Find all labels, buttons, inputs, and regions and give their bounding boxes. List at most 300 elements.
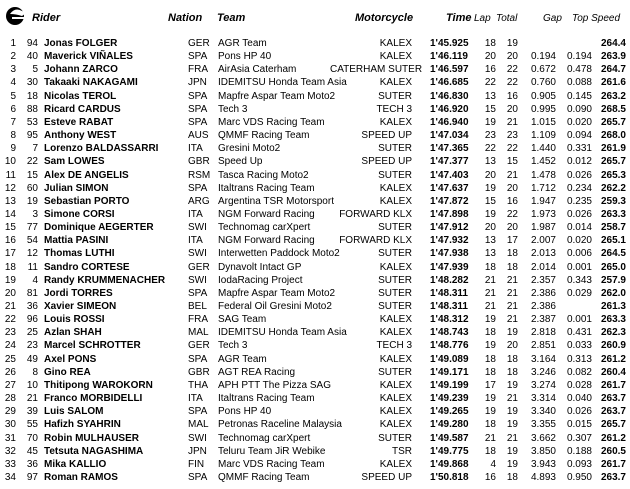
gap-to-previous: 0.093 bbox=[566, 458, 592, 470]
table-row bbox=[0, 327, 630, 340]
rider-name: Roman RAMOS bbox=[44, 471, 118, 483]
position: 10 bbox=[4, 156, 16, 168]
total-laps: 16 bbox=[506, 195, 518, 207]
lap-number: 19 bbox=[484, 182, 496, 194]
gap-to-first: 3.850 bbox=[530, 445, 556, 457]
lap-number: 13 bbox=[484, 156, 496, 168]
table-row bbox=[0, 288, 630, 301]
lap-number: 18 bbox=[484, 261, 496, 273]
lap-time: 1'49.265 bbox=[430, 406, 469, 418]
rider-name: Lorenzo BALDASSARRI bbox=[44, 143, 159, 155]
rider-number: 8 bbox=[32, 366, 38, 378]
top-speed: 258.7 bbox=[600, 222, 626, 234]
rider-number: 21 bbox=[26, 393, 38, 405]
gap-to-previous: 0.029 bbox=[566, 287, 592, 299]
position: 3 bbox=[10, 64, 16, 76]
motorcycle: SUTER bbox=[378, 90, 412, 102]
lap-time: 1'47.939 bbox=[430, 261, 469, 273]
rider-number: 5 bbox=[32, 64, 38, 76]
gap-to-previous: 0.040 bbox=[566, 393, 592, 405]
lap-time: 1'48.282 bbox=[430, 274, 469, 286]
total-laps: 20 bbox=[506, 103, 518, 115]
lap-time: 1'47.637 bbox=[430, 182, 469, 194]
team-name: Technomag carXpert bbox=[218, 432, 311, 444]
top-speed: 261.2 bbox=[600, 353, 626, 365]
total-laps: 18 bbox=[506, 366, 518, 378]
gap-to-previous: 0.331 bbox=[566, 143, 592, 155]
rider-name: Hafizh SYAHRIN bbox=[44, 419, 121, 431]
top-speed: 265.3 bbox=[600, 169, 626, 181]
lap-time: 1'47.932 bbox=[430, 235, 469, 247]
rider-number: 60 bbox=[26, 182, 38, 194]
lap-time: 1'49.089 bbox=[430, 353, 469, 365]
total-laps: 19 bbox=[506, 406, 518, 418]
rider-name: Simone CORSI bbox=[44, 208, 115, 220]
nation: JPN bbox=[188, 77, 207, 89]
lap-time: 1'46.685 bbox=[430, 77, 469, 89]
team-name: Italtrans Racing Team bbox=[218, 182, 315, 194]
lap-number: 19 bbox=[484, 314, 496, 326]
table-row bbox=[0, 301, 630, 314]
gap-to-first: 0.905 bbox=[530, 90, 556, 102]
table-row bbox=[0, 314, 630, 327]
header-rider: Rider bbox=[32, 12, 61, 24]
nation: SWI bbox=[188, 432, 207, 444]
table-row bbox=[0, 196, 630, 209]
lap-number: 16 bbox=[484, 64, 496, 76]
lap-time: 1'46.597 bbox=[430, 64, 469, 76]
total-laps: 18 bbox=[506, 471, 518, 483]
motorcycle: KALEX bbox=[379, 195, 412, 207]
rider-number: 10 bbox=[26, 379, 38, 391]
top-speed: 262.0 bbox=[600, 287, 626, 299]
lap-time: 1'50.818 bbox=[430, 471, 469, 483]
nation: SPA bbox=[188, 51, 208, 63]
motorcycle: KALEX bbox=[379, 116, 412, 128]
team-name: AirAsia Caterham bbox=[218, 64, 297, 76]
rider-name: Jordi TORRES bbox=[44, 287, 113, 299]
rider-number: 77 bbox=[26, 222, 38, 234]
team-name: NGM Forward Racing bbox=[218, 208, 315, 220]
gap-to-previous: 0.001 bbox=[566, 314, 592, 326]
team-name: Argentina TSR Motorsport bbox=[218, 195, 334, 207]
total-laps: 18 bbox=[506, 248, 518, 260]
top-speed: 262.2 bbox=[600, 182, 626, 194]
lap-time: 1'47.872 bbox=[430, 195, 469, 207]
table-header bbox=[0, 0, 630, 30]
nation: FIN bbox=[188, 458, 205, 470]
table-row bbox=[0, 64, 630, 77]
team-name: NGM Forward Racing bbox=[218, 235, 315, 247]
gap-to-first: 2.014 bbox=[530, 261, 556, 273]
team-name: Marc VDS Racing Team bbox=[218, 458, 325, 470]
rider-name: Mika KALLIO bbox=[44, 458, 107, 470]
lap-number: 18 bbox=[484, 419, 496, 431]
lap-time: 1'48.743 bbox=[430, 327, 469, 339]
table-row bbox=[0, 170, 630, 183]
total-laps: 22 bbox=[506, 64, 518, 76]
total-laps: 17 bbox=[506, 235, 518, 247]
lap-time: 1'49.587 bbox=[430, 432, 469, 444]
lap-time: 1'47.403 bbox=[430, 169, 469, 181]
motorcycle: TSR bbox=[392, 445, 412, 457]
rider-name: Ricard CARDUS bbox=[44, 103, 121, 115]
total-laps: 19 bbox=[506, 445, 518, 457]
team-name: QMMF Racing Team bbox=[218, 471, 310, 483]
total-laps: 20 bbox=[506, 182, 518, 194]
lap-time: 1'47.034 bbox=[430, 130, 469, 142]
table-row bbox=[0, 354, 630, 367]
position: 29 bbox=[4, 406, 16, 418]
gap-to-first: 1.987 bbox=[530, 222, 556, 234]
lap-time: 1'46.920 bbox=[430, 103, 469, 115]
nation: SPA bbox=[188, 90, 208, 102]
motorcycle: KALEX bbox=[379, 77, 412, 89]
team-name: AGT REA Racing bbox=[218, 366, 296, 378]
motorcycle: KALEX bbox=[379, 406, 412, 418]
top-speed: 265.0 bbox=[600, 261, 626, 273]
top-speed: 260.4 bbox=[600, 366, 626, 378]
team-name: Tasca Racing Moto2 bbox=[218, 169, 309, 181]
lap-number: 18 bbox=[484, 38, 496, 49]
gap-to-previous: 0.026 bbox=[566, 208, 592, 220]
position: 28 bbox=[4, 393, 16, 405]
motorcycle: TECH 3 bbox=[376, 340, 412, 352]
table-row bbox=[0, 248, 630, 261]
team-name: Tech 3 bbox=[218, 340, 248, 352]
position: 6 bbox=[10, 103, 16, 115]
rider-name: Axel PONS bbox=[44, 353, 97, 365]
gap-to-first: 3.662 bbox=[530, 432, 556, 444]
team-name: QMMF Racing Team bbox=[218, 130, 310, 142]
total-laps: 20 bbox=[506, 340, 518, 352]
rider-number: 25 bbox=[26, 327, 38, 339]
lap-number: 21 bbox=[484, 287, 496, 299]
motorcycle: KALEX bbox=[379, 51, 412, 63]
total-laps: 21 bbox=[506, 169, 518, 181]
header-total: Total bbox=[496, 13, 518, 24]
lap-time: 1'48.311 bbox=[430, 287, 468, 299]
position: 32 bbox=[4, 445, 16, 457]
rider-name: Azlan SHAH bbox=[44, 327, 102, 339]
motorcycle: FORWARD KLX bbox=[339, 235, 412, 247]
gap-to-first: 3.274 bbox=[530, 379, 556, 391]
gap-to-first: 1.947 bbox=[530, 195, 556, 207]
lap-number: 13 bbox=[484, 248, 496, 260]
gap-to-first: 1.973 bbox=[530, 208, 556, 220]
total-laps: 21 bbox=[506, 301, 518, 312]
top-speed: 265.7 bbox=[600, 156, 626, 168]
team-name: Petronas Raceline Malaysia bbox=[218, 419, 342, 431]
position: 9 bbox=[10, 143, 16, 155]
rider-name: Johann ZARCO bbox=[44, 64, 118, 76]
nation: MAL bbox=[188, 327, 209, 339]
top-speed: 261.6 bbox=[600, 77, 626, 89]
lap-number: 19 bbox=[484, 116, 496, 128]
top-speed: 257.9 bbox=[600, 274, 626, 286]
rider-number: 15 bbox=[26, 169, 38, 181]
nation: SPA bbox=[188, 406, 208, 418]
rider-number: 49 bbox=[26, 353, 38, 365]
motorcycle: KALEX bbox=[379, 38, 412, 49]
rider-number: 19 bbox=[26, 195, 38, 207]
gap-to-previous: 0.094 bbox=[566, 130, 592, 142]
rider-number: 3 bbox=[32, 208, 38, 220]
rider-number: 39 bbox=[26, 406, 38, 418]
nation: SWI bbox=[188, 222, 207, 234]
gap-to-previous: 0.950 bbox=[566, 471, 592, 483]
table-row bbox=[0, 446, 630, 459]
nation: GBR bbox=[188, 156, 210, 168]
gap-to-first: 1.109 bbox=[530, 130, 556, 142]
position: 7 bbox=[10, 116, 16, 128]
top-speed: 261.7 bbox=[600, 379, 626, 391]
gap-to-previous: 0.235 bbox=[566, 195, 592, 207]
team-name: Technomag carXpert bbox=[218, 222, 311, 234]
gap-to-previous: 0.028 bbox=[566, 379, 592, 391]
table-row bbox=[0, 433, 630, 446]
motorcycle: KALEX bbox=[379, 379, 412, 391]
gap-to-previous: 0.343 bbox=[566, 274, 592, 286]
table-row bbox=[0, 77, 630, 90]
gap-to-first: 2.013 bbox=[530, 248, 556, 260]
motorcycle: SUTER bbox=[378, 301, 412, 312]
gap-to-first: 2.007 bbox=[530, 235, 556, 247]
header-gap: Gap bbox=[543, 13, 562, 24]
lap-number: 18 bbox=[484, 327, 496, 339]
position: 4 bbox=[10, 77, 16, 89]
gap-to-previous: 0.082 bbox=[566, 366, 592, 378]
team-name: AGR Team bbox=[218, 38, 267, 49]
table-row bbox=[0, 222, 630, 235]
position: 26 bbox=[4, 366, 16, 378]
header-top-speed: Top Speed bbox=[572, 13, 621, 24]
gap-to-previous: 0.033 bbox=[566, 340, 592, 352]
gap-to-first: 3.314 bbox=[530, 393, 556, 405]
gap-to-first: 2.818 bbox=[530, 327, 556, 339]
position: 8 bbox=[10, 130, 16, 142]
motorcycle: KALEX bbox=[379, 419, 412, 431]
team-name: IodaRacing Project bbox=[218, 274, 303, 286]
table-row bbox=[0, 393, 630, 406]
rider-number: 4 bbox=[32, 274, 38, 286]
rider-name: Gino REA bbox=[44, 366, 91, 378]
total-laps: 19 bbox=[506, 379, 518, 391]
top-speed: 261.3 bbox=[600, 301, 626, 312]
gap-to-first: 2.386 bbox=[530, 301, 556, 312]
table-row bbox=[0, 406, 630, 419]
nation: ITA bbox=[188, 208, 203, 220]
rider-name: Randy KRUMMENACHER bbox=[44, 274, 166, 286]
total-laps: 19 bbox=[506, 327, 518, 339]
lap-time: 1'47.938 bbox=[430, 248, 469, 260]
top-speed: 263.7 bbox=[600, 393, 626, 405]
lap-number: 4 bbox=[490, 458, 496, 470]
lap-number: 21 bbox=[484, 432, 496, 444]
rider-name: Julian SIMON bbox=[44, 182, 109, 194]
rider-number: 18 bbox=[26, 90, 38, 102]
rider-number: 30 bbox=[26, 77, 38, 89]
gap-to-previous: 0.145 bbox=[566, 90, 592, 102]
total-laps: 16 bbox=[506, 90, 518, 102]
total-laps: 22 bbox=[506, 143, 518, 155]
top-speed: 260.5 bbox=[600, 445, 626, 457]
rider-name: Jonas FOLGER bbox=[44, 38, 118, 49]
lap-time: 1'47.898 bbox=[430, 208, 469, 220]
lap-number: 18 bbox=[484, 353, 496, 365]
table-row bbox=[0, 156, 630, 169]
rider-number: 54 bbox=[26, 235, 38, 247]
gap-to-first: 1.712 bbox=[530, 182, 556, 194]
table-row bbox=[0, 367, 630, 380]
team-name: Mapfre Aspar Team Moto2 bbox=[218, 287, 336, 299]
top-speed: 263.3 bbox=[600, 314, 626, 326]
total-laps: 15 bbox=[506, 156, 518, 168]
position: 30 bbox=[4, 419, 16, 431]
table-row bbox=[0, 419, 630, 432]
motorcycle: KALEX bbox=[379, 327, 412, 339]
position: 2 bbox=[10, 51, 16, 63]
table-row bbox=[0, 51, 630, 64]
total-laps: 22 bbox=[506, 77, 518, 89]
gap-to-first: 1.452 bbox=[530, 156, 556, 168]
header-motorcycle: Motorcycle bbox=[355, 12, 414, 24]
top-speed: 261.9 bbox=[600, 143, 626, 155]
top-speed: 263.7 bbox=[600, 471, 626, 483]
gap-to-first: 2.851 bbox=[530, 340, 556, 352]
top-speed: 263.9 bbox=[600, 51, 626, 63]
top-speed: 264.4 bbox=[600, 38, 626, 49]
table-row bbox=[0, 117, 630, 130]
rider-number: 36 bbox=[26, 458, 38, 470]
lap-number: 21 bbox=[484, 301, 496, 312]
total-laps: 19 bbox=[506, 419, 518, 431]
motorcycle: SUTER bbox=[378, 222, 412, 234]
nation: AUS bbox=[188, 130, 209, 142]
table-row bbox=[0, 104, 630, 117]
nation: ITA bbox=[188, 143, 203, 155]
lap-time: 1'49.171 bbox=[430, 366, 469, 378]
nation: GBR bbox=[188, 366, 210, 378]
gap-to-first: 3.246 bbox=[530, 366, 556, 378]
total-laps: 21 bbox=[506, 393, 518, 405]
gap-to-first: 3.943 bbox=[530, 458, 556, 470]
table-row bbox=[0, 143, 630, 156]
position: 21 bbox=[4, 301, 16, 312]
nation: SWI bbox=[188, 248, 207, 260]
lap-number: 18 bbox=[484, 445, 496, 457]
rider-number: 45 bbox=[26, 445, 38, 457]
position: 17 bbox=[4, 248, 16, 260]
rider-number: 36 bbox=[26, 301, 38, 312]
rider-number: 53 bbox=[26, 116, 38, 128]
motorcycle: SUTER bbox=[378, 274, 412, 286]
lap-number: 13 bbox=[484, 90, 496, 102]
nation: SPA bbox=[188, 287, 208, 299]
lap-time: 1'47.365 bbox=[430, 143, 469, 155]
team-name: Italtrans Racing Team bbox=[218, 393, 315, 405]
lap-time: 1'48.312 bbox=[430, 314, 469, 326]
table-row bbox=[0, 340, 630, 353]
lap-time: 1'49.868 bbox=[430, 458, 469, 470]
gap-to-first: 3.355 bbox=[530, 419, 556, 431]
position: 24 bbox=[4, 340, 16, 352]
gap-to-first: 2.386 bbox=[530, 287, 556, 299]
motorcycle: KALEX bbox=[379, 458, 412, 470]
team-name: AGR Team bbox=[218, 353, 267, 365]
lap-number: 22 bbox=[484, 143, 496, 155]
position: 11 bbox=[5, 169, 16, 181]
rider-name: Robin MULHAUSER bbox=[44, 432, 139, 444]
motorcycle: SPEED UP bbox=[361, 130, 412, 142]
rider-name: Xavier SIMEON bbox=[44, 301, 117, 312]
lap-number: 16 bbox=[484, 471, 496, 483]
position: 33 bbox=[4, 458, 16, 470]
motorcycle: SUTER bbox=[378, 366, 412, 378]
total-laps: 18 bbox=[506, 261, 518, 273]
total-laps: 20 bbox=[506, 222, 518, 234]
table-row bbox=[0, 472, 630, 485]
motorcycle: SPEED UP bbox=[361, 471, 412, 483]
top-speed: 263.2 bbox=[600, 90, 626, 102]
rider-number: 11 bbox=[27, 261, 38, 273]
total-laps: 21 bbox=[506, 287, 518, 299]
motorcycle: FORWARD KLX bbox=[339, 208, 412, 220]
rider-number: 23 bbox=[26, 340, 38, 352]
table-row bbox=[0, 235, 630, 248]
header-nation: Nation bbox=[168, 12, 203, 24]
lap-number: 22 bbox=[484, 77, 496, 89]
rider-name: Anthony WEST bbox=[44, 130, 117, 142]
gap-to-first: 2.357 bbox=[530, 274, 556, 286]
nation: MAL bbox=[188, 419, 209, 431]
rider-number: 95 bbox=[26, 130, 38, 142]
gap-to-previous: 0.194 bbox=[566, 51, 592, 63]
top-speed: 265.1 bbox=[600, 235, 626, 247]
team-name: Pons HP 40 bbox=[218, 406, 272, 418]
motorcycle: CATERHAM SUTER bbox=[330, 64, 423, 76]
total-laps: 19 bbox=[506, 38, 518, 49]
gap-to-previous: 0.431 bbox=[566, 327, 592, 339]
lap-time: 1'47.377 bbox=[430, 156, 469, 168]
table-row bbox=[0, 183, 630, 196]
rider-name: Luis SALOM bbox=[44, 406, 104, 418]
lap-number: 13 bbox=[484, 235, 496, 247]
team-name: IDEMITSU Honda Team Asia bbox=[218, 327, 347, 339]
rider-number: 7 bbox=[32, 143, 38, 155]
lap-number: 19 bbox=[484, 393, 496, 405]
team-name: Interwetten Paddock Moto2 bbox=[218, 248, 340, 260]
lap-time: 1'47.912 bbox=[430, 222, 469, 234]
rider-name: Alex DE ANGELIS bbox=[44, 169, 129, 181]
rider-name: Takaaki NAKAGAMI bbox=[44, 77, 138, 89]
gap-to-first: 2.387 bbox=[530, 314, 556, 326]
lap-time: 1'49.280 bbox=[430, 419, 469, 431]
rider-name: Mattia PASINI bbox=[44, 235, 109, 247]
lap-number: 23 bbox=[484, 130, 496, 142]
rider-name: Thitipong WAROKORN bbox=[44, 379, 153, 391]
rider-name: Franco MORBIDELLI bbox=[44, 393, 143, 405]
gap-to-previous: 0.026 bbox=[566, 406, 592, 418]
position: 13 bbox=[4, 195, 16, 207]
rider-number: 40 bbox=[26, 51, 38, 63]
top-speed: 268.5 bbox=[600, 103, 626, 115]
lap-time: 1'46.940 bbox=[430, 116, 469, 128]
lap-number: 18 bbox=[484, 366, 496, 378]
lap-number: 19 bbox=[484, 340, 496, 352]
nation: GER bbox=[188, 261, 210, 273]
top-speed: 261.2 bbox=[600, 432, 626, 444]
